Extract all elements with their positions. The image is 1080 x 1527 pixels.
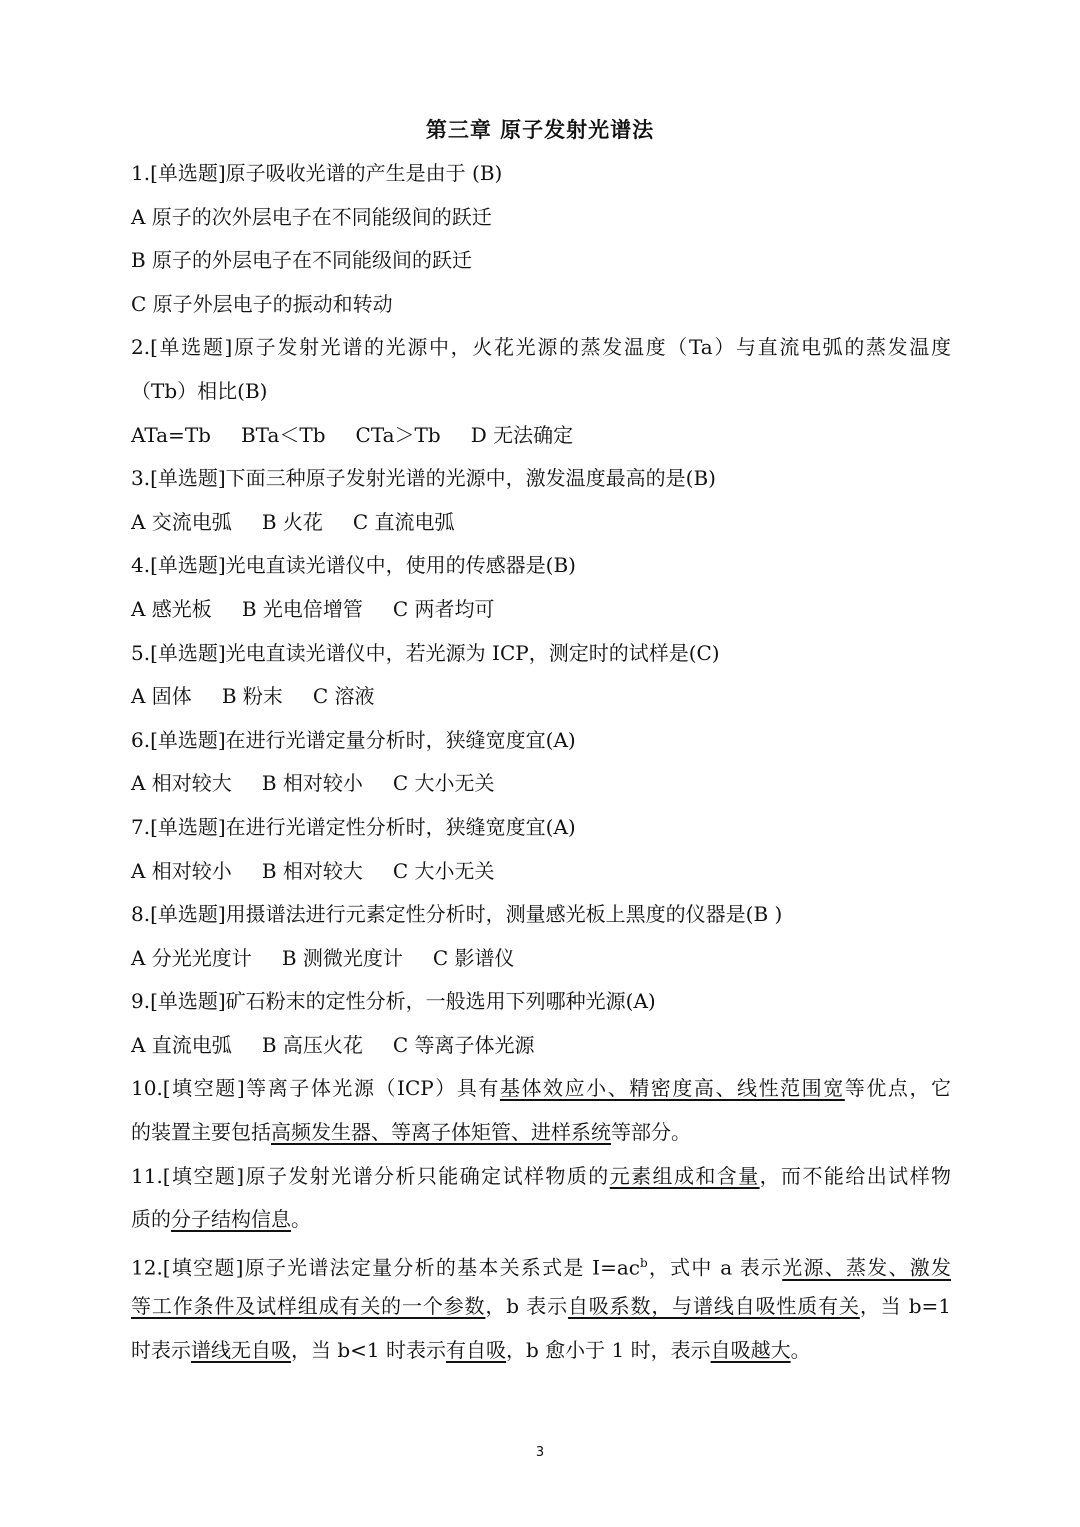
q9-options [131, 1024, 951, 1068]
page-number: 3 [535, 1445, 545, 1460]
q5-option-b: B 粉末 [221, 684, 283, 709]
q7-option-c: C 大小无关 [392, 858, 495, 883]
q2-option-a: ATa=Tb [131, 422, 211, 447]
q12-answer-a-meaning: 光源、蒸发、激发 [782, 1255, 951, 1280]
q8-options [131, 937, 951, 981]
question-list [131, 152, 951, 1373]
q5-option-a: A 固体 [131, 684, 192, 709]
q11-line1 [131, 1155, 951, 1199]
q9-option-a: A 直流电弧 [131, 1032, 232, 1057]
q11-text: 。 [291, 1207, 311, 1232]
q12-text: 12.[填空题]原子光谱法定量分析的基本关系式是 I=ac [131, 1255, 640, 1280]
q12-superscript: b [639, 1255, 648, 1270]
q11-text: ，而不能给出试样物 [759, 1163, 952, 1188]
q11-text: 11.[填空题]原子发射光谱分析只能确定试样物质的 [131, 1163, 610, 1188]
q12-text: ，b 表示 [485, 1294, 568, 1319]
q12-line2 [131, 1285, 951, 1329]
q4-option-b: B 光电倍增管 [241, 596, 363, 621]
q2-option-c: CTa＞Tb [355, 422, 441, 447]
q8-option-a: A 分光光度计 [131, 945, 252, 970]
q9-stem: 9.[单选题]矿石粉末的定性分析，一般选用下列哪种光源(A) [131, 989, 656, 1014]
q2-options [131, 414, 951, 458]
q12-text: ，当 b=1 [859, 1294, 951, 1319]
q12-text: ，式中 a 表示 [647, 1255, 783, 1280]
q3-option-a: A 交流电弧 [131, 509, 232, 534]
q10-answer-components: 高频发生器、等离子体矩管、进样系统 [271, 1120, 611, 1145]
q10-line2 [131, 1111, 951, 1155]
q6-option-b: B 相对较小 [261, 771, 363, 796]
q10-text: 的装置主要包括 [131, 1120, 271, 1145]
q2-stem-line1: 2.[单选题]原子发射光谱的光源中，火花光源的蒸发温度（Ta）与直流电弧的蒸发温度 [131, 335, 951, 360]
q2-stem-line2: （Tb）相比(B) [131, 378, 268, 403]
q11-answer-structure: 分子结构信息 [171, 1207, 291, 1232]
q4-option-a: A 感光板 [131, 596, 212, 621]
q10-answer-advantages: 基体效应小、精密度高、线性范围宽 [499, 1076, 845, 1101]
q10-text: 10.[填空题]等离子体光源（ICP）具有 [131, 1076, 500, 1101]
q12-text: ，b 愈小于 1 时，表示 [506, 1338, 711, 1363]
q4-options [131, 588, 951, 632]
q9-option-b: B 高压火花 [261, 1032, 363, 1057]
q3-option-c: C 直流电弧 [352, 509, 455, 534]
q1-option-b: B 原子的外层电子在不同能级间的跃迁 [131, 248, 473, 273]
q1-option-c: C 原子外层电子的振动和转动 [131, 291, 393, 316]
q5-option-c: C 溶液 [312, 684, 375, 709]
q9-option-c: C 等离子体光源 [392, 1032, 535, 1057]
q5-stem: 5.[单选题]光电直读光谱仪中，若光源为 ICP，测定时的试样是(C) [131, 640, 720, 665]
q12-text: ，当 b<1 时表示 [291, 1338, 446, 1363]
q6-options [131, 762, 951, 806]
q12-text: 时表示 [131, 1338, 191, 1363]
q4-option-c: C 两者均可 [392, 596, 495, 621]
q5-options [131, 675, 951, 719]
q12-answer-b-meaning: 自吸系数，与谱线自吸性质有关 [567, 1294, 860, 1319]
q12-answer-no-self-absorption: 谱线无自吸 [191, 1338, 291, 1363]
q7-stem: 7.[单选题]在进行光谱定性分析时，狭缝宽度宜(A) [131, 814, 576, 839]
q2-option-d: D 无法确定 [470, 422, 574, 447]
q2-option-b: BTa＜Tb [240, 422, 326, 447]
q10-text: 等优点，它 [844, 1076, 952, 1101]
q1-option-a: A 原子的次外层电子在不同能级间的跃迁 [131, 204, 492, 229]
q6-option-c: C 大小无关 [392, 771, 495, 796]
q10-text: 等部分。 [611, 1120, 691, 1145]
q7-option-b: B 相对较大 [261, 858, 363, 883]
q12-answer-stronger: 自吸越大 [710, 1338, 791, 1363]
q6-option-a: A 相对较大 [131, 771, 232, 796]
q10-line1 [131, 1067, 951, 1111]
q12-line3 [131, 1329, 951, 1373]
q12-line1 [131, 1242, 951, 1286]
q3-stem: 3.[单选题]下面三种原子发射光谱的光源中，激发温度最高的是(B) [131, 466, 716, 491]
q12-answer-self-absorption: 有自吸 [446, 1338, 506, 1363]
chapter-title: 第三章 原子发射光谱法 [425, 117, 655, 142]
q12-answer-a-meaning-cont: 等工作条件及试样组成有关的一个参数 [131, 1294, 486, 1319]
q3-options [131, 501, 951, 545]
q3-option-b: B 火花 [261, 509, 323, 534]
q7-option-a: A 相对较小 [131, 858, 232, 883]
q4-stem: 4.[单选题]光电直读光谱仪中，使用的传感器是(B) [131, 553, 576, 578]
q11-line2 [131, 1198, 951, 1242]
q8-option-c: C 影谱仪 [432, 945, 515, 970]
q8-stem: 8.[单选题]用摄谱法进行元素定性分析时，测量感光板上黑度的仪器是(B ) [131, 902, 783, 927]
q11-text: 质的 [131, 1207, 171, 1232]
q7-options [131, 850, 951, 894]
q1-stem: 1.[单选题]原子吸收光谱的产生是由于 (B) [131, 161, 503, 185]
q8-option-b: B 测微光度计 [281, 945, 403, 970]
q11-answer-composition: 元素组成和含量 [609, 1163, 760, 1188]
q6-stem: 6.[单选题]在进行光谱定量分析时，狭缝宽度宜(A) [131, 727, 576, 752]
q12-text: 。 [790, 1338, 811, 1363]
